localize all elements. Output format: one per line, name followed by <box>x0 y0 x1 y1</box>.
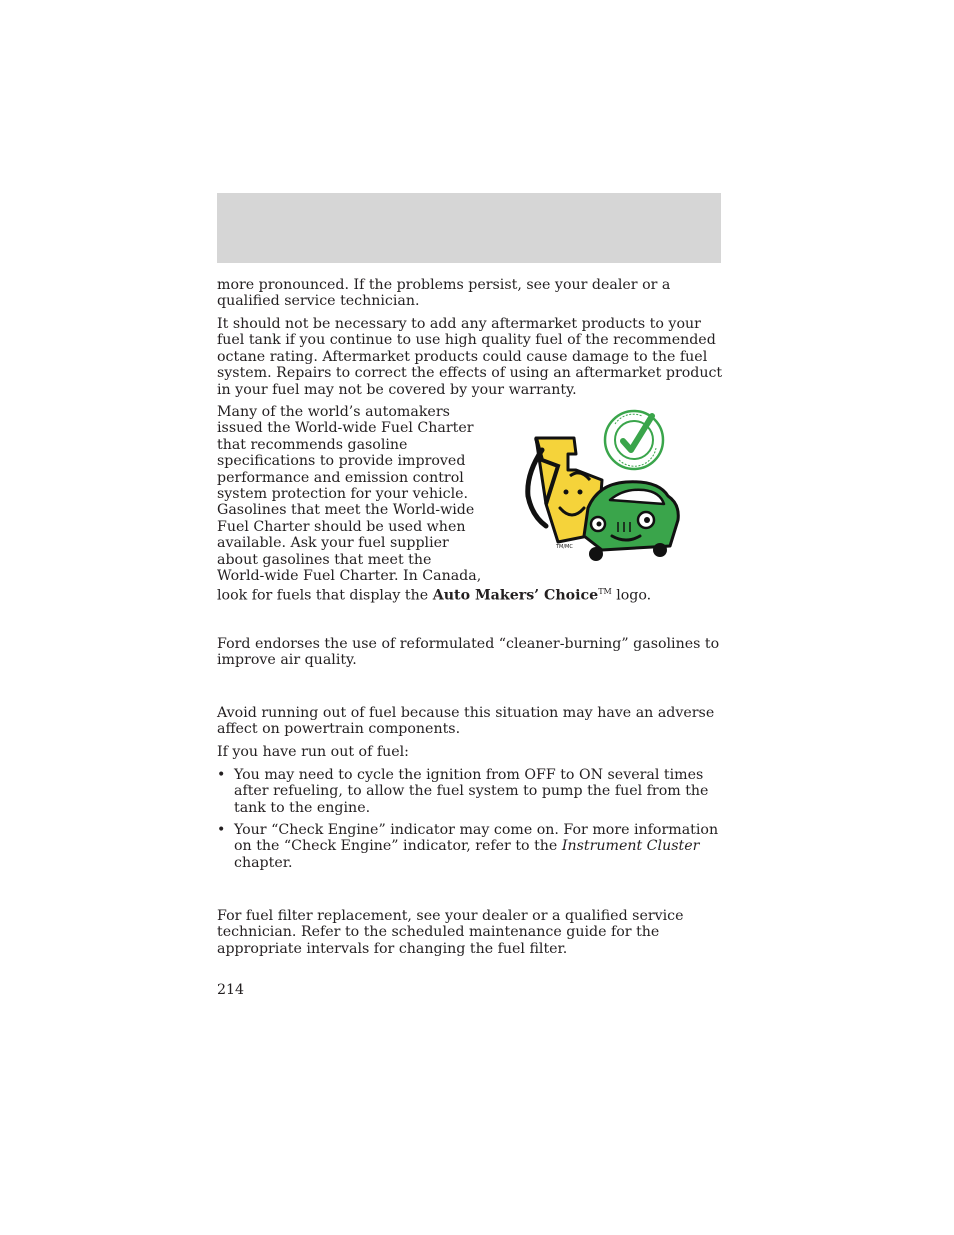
paragraph-3-line: performance and emission control <box>217 469 464 486</box>
bullet-item-2-pre: Your “Check Engine” indicator may come on. For more information on the “Check Engine” indicator, refer to the <box>234 822 719 855</box>
bullet-icon: • <box>217 767 226 783</box>
paragraph-3-line: Gasolines that meet the World-wide <box>217 502 475 519</box>
paragraph-3-last-post: logo. <box>611 588 652 605</box>
paragraph-3-line: issued the World-wide Fuel Charter <box>217 420 474 437</box>
logo-tag: TM/MC <box>556 544 573 550</box>
bullet-item-1-text: You may need to cycle the ignition from OFF to ON several times after refueling, to allow the fuel system to pump the fuel from the tank to the engine. <box>234 767 709 816</box>
paragraph-3-last-line <box>217 584 723 604</box>
auto-makers-choice-name: Auto Makers’ Choice <box>432 588 599 605</box>
paragraph-3-line: specifications to provide improved <box>217 453 466 470</box>
trademark-mark: TM <box>598 587 612 597</box>
bullet-item-2-text <box>234 822 723 871</box>
paragraph-3-line: about gasolines that meet the <box>217 551 432 568</box>
paragraph-3-line: that recommends gasoline <box>217 436 408 453</box>
paragraph-6: If you have run out of fuel: <box>217 744 409 760</box>
paragraph-5: Avoid running out of fuel because this situation may have an adverse affect on powertrain components. <box>217 705 715 738</box>
paragraph-3-line: Many of the world’s automakers <box>217 404 450 420</box>
bullet-item-1 <box>217 767 723 817</box>
bullet-item-2-post: chapter. <box>234 854 293 871</box>
paragraph-3-last-pre: look for fuels that display the <box>217 588 433 605</box>
bullet-icon: • <box>217 822 226 838</box>
paragraph-1: more pronounced. If the problems persist, see your dealer or a qualified service technician. <box>217 277 671 310</box>
paragraph-3-line: Fuel Charter should be used when <box>217 518 466 535</box>
auto-makers-choice-logo-icon <box>518 404 684 564</box>
instrument-cluster-reference: Instrument Cluster <box>561 838 700 855</box>
paragraph-3-line: World-wide Fuel Charter. In Canada, <box>217 568 482 585</box>
paragraph-3-line: system protection for your vehicle. <box>217 486 469 503</box>
paragraph-4: Ford endorses the use of reformulated “cleaner-burning” gasolines to improve air quality. <box>217 636 720 669</box>
paragraph-2: It should not be necessary to add any aftermarket products to your fuel tank if you continue to use high quality fuel of the recommended octane rating. Aftermarket products could cause damage to the fuel system. Repairs to correct the effects of using an aftermarket product in your fuel may not be covered by your warranty. <box>217 316 723 398</box>
page-number: 214 <box>217 982 245 998</box>
bullet-item-2 <box>217 822 723 872</box>
paragraph-3-line: available. Ask your fuel supplier <box>217 535 449 552</box>
header-band <box>217 193 721 263</box>
paragraph-7: For fuel filter replacement, see your dealer or a qualified service technician. Refer to the scheduled maintenance guide for the appropriate intervals for changing the fuel filter. <box>217 908 684 957</box>
